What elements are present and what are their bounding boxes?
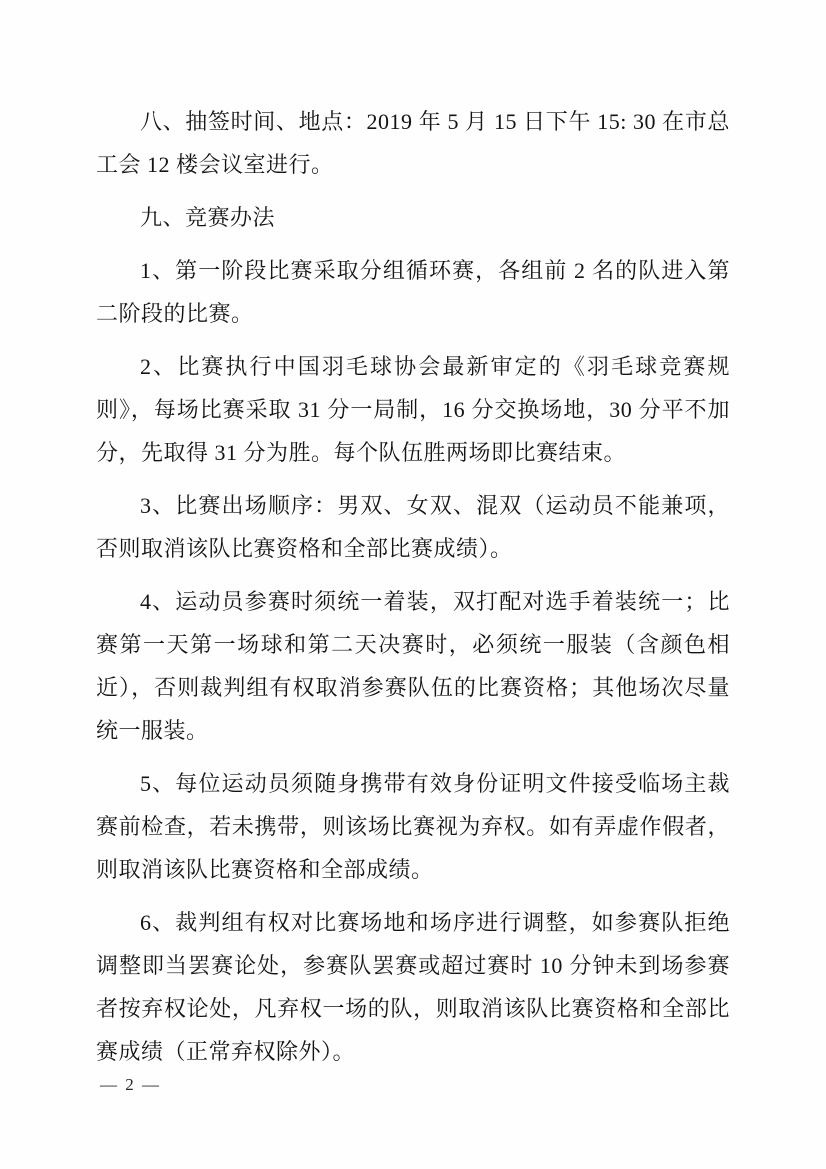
text-line: 赛成绩（正常弃权除外）。 [96,1039,356,1064]
text-line: 3、比赛出场顺序：男双、女双、混双（运动员不能兼项， [140,493,730,518]
text-line: 否则取消该队比赛资格和全部比赛成绩）。 [96,536,513,561]
text-line: 八、抽签时间、地点：2019 年 5 月 15 日下午 15: 30 在市总 [140,109,730,134]
document-body [96,100,730,1073]
paragraph [96,249,730,335]
text-line: 调整即当罢赛论处，参赛队罢赛或超过赛时 10 分钟未到场参赛 [96,953,730,978]
text-line: 则取消该队比赛资格和全部成绩。 [96,857,434,882]
text-line: 近），否则裁判组有权取消参赛队伍的比赛资格；其他场次尽量 [96,675,730,700]
text-line: 二阶段的比赛。 [96,301,254,326]
text-line: 分，先取得 31 分为胜。每个队伍胜两场即比赛结束。 [96,440,627,465]
paragraph [96,484,730,570]
text-line: 工会 12 楼会议室进行。 [96,152,334,177]
paragraph [96,345,730,474]
paragraph [96,100,730,186]
text-line: 4、运动员参赛时须统一着装，双打配对选手着装统一；比 [140,589,730,614]
text-line: 5、每位运动员须随身携带有效身份证明文件接受临场主裁 [140,771,730,796]
paragraph [96,196,730,239]
text-line: 赛第一天第一场球和第二天决赛时，必须统一服装（含颜色相 [96,632,730,657]
paragraph [96,580,730,752]
paragraph [96,901,730,1073]
text-line: 1、第一阶段比赛采取分组循环赛，各组前 2 名的队进入第 [140,258,730,283]
page-number: — 2 — [100,1075,161,1094]
text-line: 则》，每场比赛采取 31 分一局制，16 分交换场地，30 分平不加 [96,397,730,422]
text-line: 统一服装。 [96,718,209,743]
text-line: 2、比赛执行中国羽毛球协会最新审定的《羽毛球竞赛规 [140,354,730,379]
text-line: 6、裁判组有权对比赛场地和场序进行调整，如参赛队拒绝 [140,910,730,935]
text-line: 九、竞赛办法 [140,205,276,230]
paragraph [96,762,730,891]
text-line: 者按弃权论处，凡弃权一场的队，则取消该队比赛资格和全部比 [96,996,730,1021]
text-line: 赛前检查，若未携带，则该场比赛视为弃权。如有弄虚作假者， [96,814,730,839]
page-footer [100,1074,161,1096]
